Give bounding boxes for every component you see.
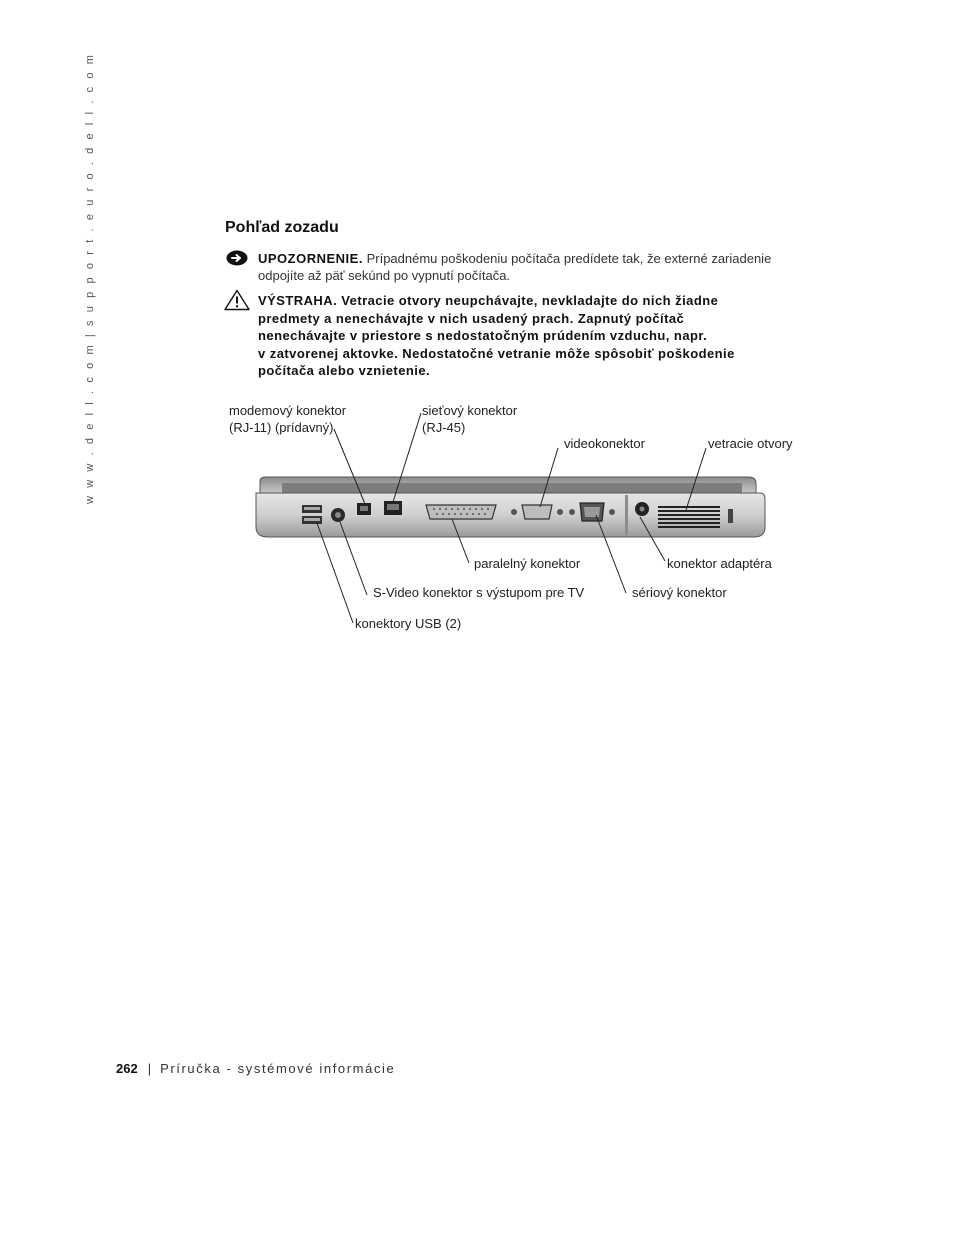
warning-line: počítača alebo vznietenie. [258, 363, 431, 378]
callout-adapter-connector: konektor adaptéra [667, 556, 772, 571]
footer-title: Príručka - systémové informácie [160, 1061, 396, 1076]
warning-label: VÝSTRAHA. [258, 293, 338, 308]
callout-usb-connectors: konektory USB (2) [355, 616, 462, 631]
notice-block [258, 250, 798, 284]
warning-line: Vetracie otvory neupchávajte, nevkladajte do nich žiadne [341, 293, 719, 308]
laptop-back-figure [220, 395, 810, 645]
side-url: w w w . d e l l . c o m | s u p p o r t . e u r o . d e l l . c o m [84, 52, 96, 504]
warning-block [258, 292, 798, 380]
warning-line: predmety a nenechávajte v nich usadený prach. Zapnutý počítač [258, 310, 685, 326]
warning-line: v zatvorenej aktovke. Nedostatočné vetranie môže spôsobiť poškodenie [258, 345, 735, 361]
callout-label: (RJ-45) [422, 420, 466, 435]
callout-parallel-connector: paralelný konektor [474, 556, 581, 571]
callout-label: sieťový konektor [422, 403, 518, 418]
warning-icon [224, 289, 250, 311]
callout-vents: vetracie otvory [708, 436, 793, 451]
callout-modem-connector [229, 402, 346, 436]
callout-serial-connector: sériový konektor [632, 585, 727, 600]
callout-video-connector: videokonektor [564, 436, 645, 451]
page-number: 262 [116, 1061, 138, 1076]
footer-separator: | [147, 1061, 152, 1076]
callout-network-connector [422, 402, 517, 436]
callout-label: (RJ-11) (prídavný) [229, 420, 334, 435]
notice-label: UPOZORNENIE. [258, 251, 363, 266]
page-footer [116, 1061, 395, 1076]
notice-icon [226, 250, 248, 266]
notice-text: Prípadnému poškodeniu počítača predídete tak, že externé zariadenie odpojíte až päť sekúnd po vypnutí počítača. [258, 251, 772, 283]
callout-svideo-connector: S-Video konektor s výstupom pre TV [373, 585, 585, 600]
section-heading: Pohľad zozadu [225, 219, 339, 236]
callout-label: modemový konektor [229, 403, 347, 418]
warning-line: nenechávajte v priestore s nedostatočným prúdením vzduchu, napr. [258, 328, 708, 343]
